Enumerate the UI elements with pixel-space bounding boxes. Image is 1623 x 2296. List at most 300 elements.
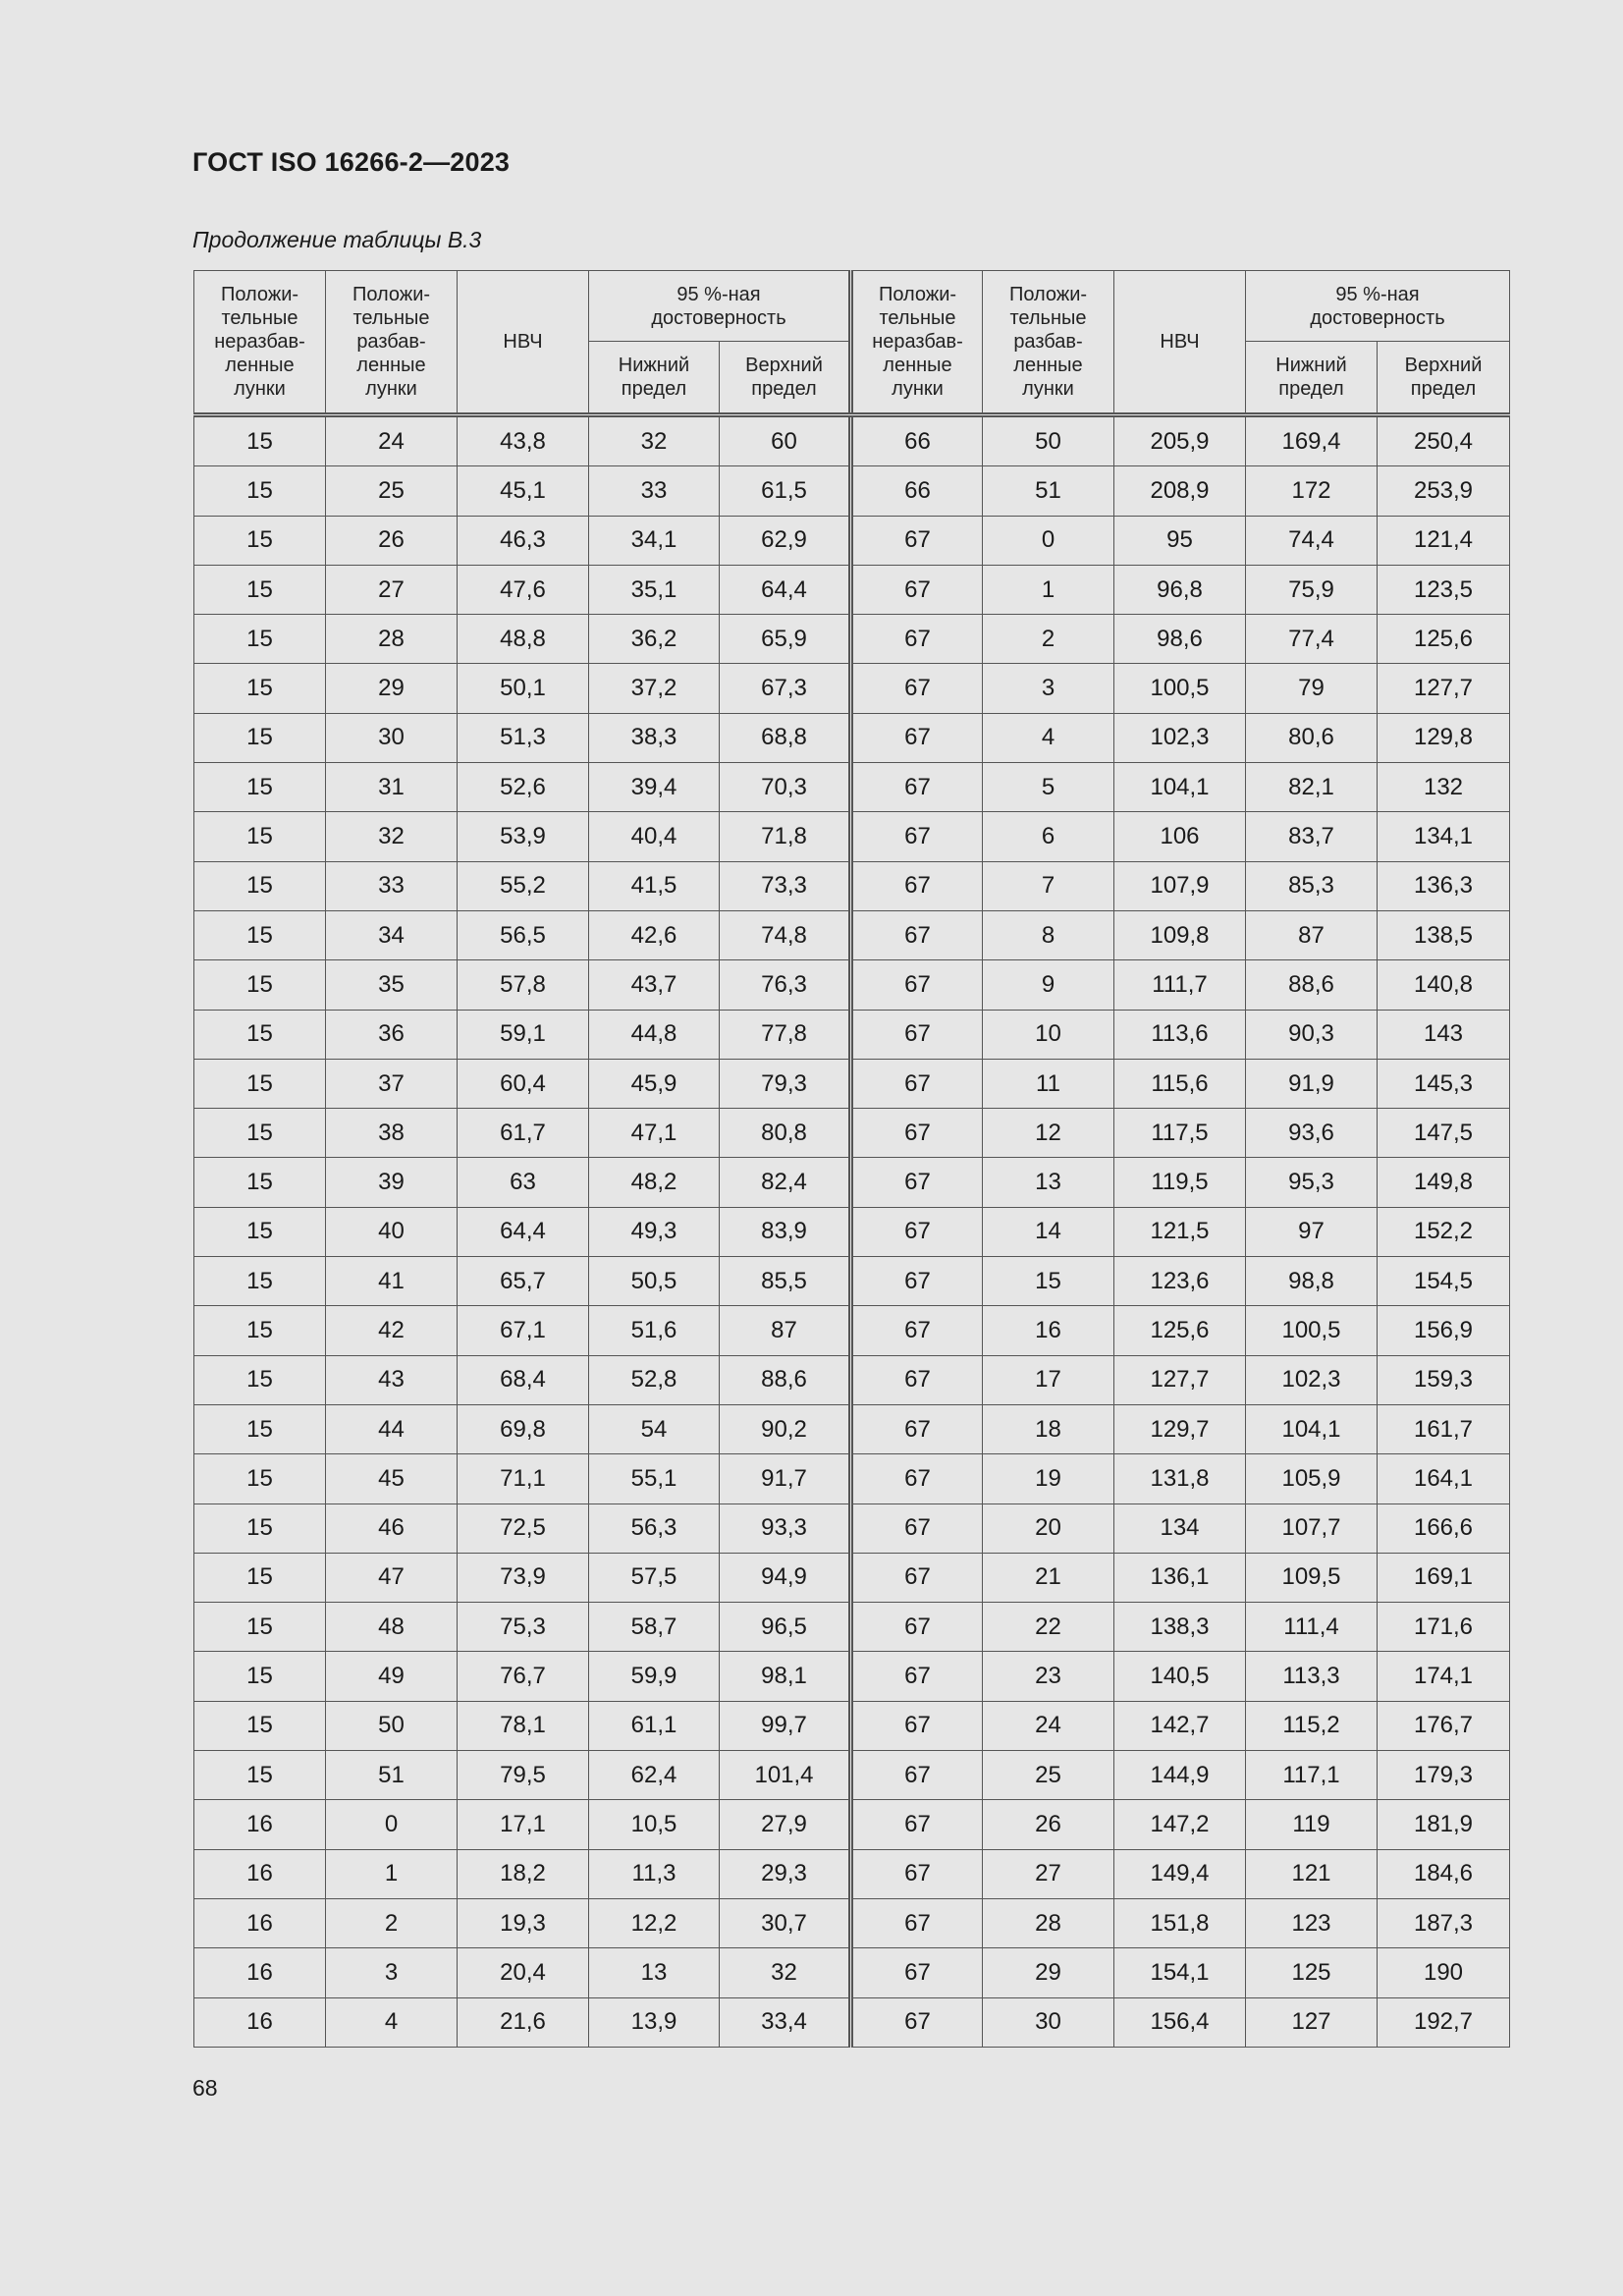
table-cell: 121,5 [1114, 1207, 1246, 1256]
table-cell: 169,4 [1246, 415, 1378, 466]
table-cell: 20,4 [458, 1948, 589, 1997]
table-cell: 29 [983, 1948, 1114, 1997]
table-cell: 38,3 [589, 713, 720, 762]
table-cell: 192,7 [1378, 1997, 1510, 2047]
table-cell: 36 [326, 1010, 458, 1059]
table-cell: 253,9 [1378, 466, 1510, 516]
table-cell: 25 [326, 466, 458, 516]
table-cell: 67 [851, 1306, 983, 1355]
table-row [194, 1454, 1510, 1503]
table-cell: 67 [851, 1849, 983, 1898]
table-cell: 55,1 [589, 1454, 720, 1503]
table-row [194, 1404, 1510, 1453]
table-cell: 74,4 [1246, 516, 1378, 565]
table-cell: 96,5 [720, 1603, 851, 1652]
table-cell: 67 [851, 1059, 983, 1108]
table-cell: 15 [194, 516, 326, 565]
table-cell: 109,8 [1114, 910, 1246, 959]
table-row [194, 861, 1510, 910]
table-cell: 16 [194, 1898, 326, 1947]
table-cell: 67 [851, 1751, 983, 1800]
table-cell: 67 [851, 1553, 983, 1602]
table-row [194, 1948, 1510, 1997]
table-cell: 50 [326, 1701, 458, 1750]
table-row [194, 1158, 1510, 1207]
table-cell: 2 [326, 1898, 458, 1947]
table-cell: 15 [194, 1306, 326, 1355]
table-cell: 51 [983, 466, 1114, 516]
table-row [194, 1701, 1510, 1750]
table-cell: 127,7 [1114, 1355, 1246, 1404]
table-cell: 154,5 [1378, 1257, 1510, 1306]
table-cell: 166,6 [1378, 1503, 1510, 1553]
table-cell: 47,1 [589, 1109, 720, 1158]
table-cell: 14 [983, 1207, 1114, 1256]
table-cell: 129,7 [1114, 1404, 1246, 1453]
table-cell: 43,7 [589, 960, 720, 1010]
table-cell: 138,5 [1378, 910, 1510, 959]
header-positive-diluted: Положи- тельные разбав- ленные лунки [326, 271, 458, 415]
table-cell: 132 [1378, 763, 1510, 812]
table-cell: 85,5 [720, 1257, 851, 1306]
table-cell: 87 [1246, 910, 1378, 959]
table-cell: 67 [851, 1257, 983, 1306]
table-cell: 51,6 [589, 1306, 720, 1355]
table-cell: 28 [326, 615, 458, 664]
table-cell: 23 [983, 1652, 1114, 1701]
table-row [194, 1059, 1510, 1108]
table-cell: 15 [194, 1603, 326, 1652]
table-cell: 117,1 [1246, 1751, 1378, 1800]
table-cell: 83,9 [720, 1207, 851, 1256]
table-cell: 66 [851, 415, 983, 466]
table-cell: 46 [326, 1503, 458, 1553]
table-cell: 99,7 [720, 1701, 851, 1750]
table-cell: 73,9 [458, 1553, 589, 1602]
table-cell: 55,2 [458, 861, 589, 910]
header-mpn: НВЧ [458, 271, 589, 415]
table-cell: 71,1 [458, 1454, 589, 1503]
table-row [194, 713, 1510, 762]
table-cell: 208,9 [1114, 466, 1246, 516]
table-cell: 94,9 [720, 1553, 851, 1602]
table-row [194, 960, 1510, 1010]
table-cell: 53,9 [458, 812, 589, 861]
table-cell: 47 [326, 1553, 458, 1602]
table-cell: 36,2 [589, 615, 720, 664]
table-cell: 119,5 [1114, 1158, 1246, 1207]
table-cell: 42,6 [589, 910, 720, 959]
header-confidence-2: 95 %-ная достоверность [1246, 271, 1510, 342]
table-cell: 250,4 [1378, 415, 1510, 466]
table-row [194, 1800, 1510, 1849]
table-cell: 18 [983, 1404, 1114, 1453]
table-cell: 16 [194, 1997, 326, 2047]
mpn-table [193, 270, 1510, 2048]
table-cell: 169,1 [1378, 1553, 1510, 1602]
table-cell: 17 [983, 1355, 1114, 1404]
table-cell: 3 [983, 664, 1114, 713]
table-cell: 140,8 [1378, 960, 1510, 1010]
table-cell: 15 [194, 910, 326, 959]
table-cell: 44 [326, 1404, 458, 1453]
table-cell: 56,5 [458, 910, 589, 959]
table-cell: 121,4 [1378, 516, 1510, 565]
table-cell: 71,8 [720, 812, 851, 861]
table-cell: 15 [194, 812, 326, 861]
table-cell: 136,3 [1378, 861, 1510, 910]
table-cell: 67 [851, 910, 983, 959]
table-cell: 159,3 [1378, 1355, 1510, 1404]
table-cell: 140,5 [1114, 1652, 1246, 1701]
table-cell: 41 [326, 1257, 458, 1306]
table-cell: 93,3 [720, 1503, 851, 1553]
header-lower-limit: Нижний предел [589, 342, 720, 415]
table-cell: 4 [326, 1997, 458, 2047]
table-cell: 15 [194, 1553, 326, 1602]
table-cell: 30,7 [720, 1898, 851, 1947]
table-cell: 75,3 [458, 1603, 589, 1652]
table-cell: 15 [194, 565, 326, 614]
header-mpn-2: НВЧ [1114, 271, 1246, 415]
table-cell: 79,3 [720, 1059, 851, 1108]
header-lower-limit-2: Нижний предел [1246, 342, 1378, 415]
table-cell: 15 [983, 1257, 1114, 1306]
table-cell: 67 [851, 812, 983, 861]
table-cell: 156,4 [1114, 1997, 1246, 2047]
table-cell: 48,8 [458, 615, 589, 664]
table-cell: 7 [983, 861, 1114, 910]
table-cell: 21,6 [458, 1997, 589, 2047]
table-cell: 70,3 [720, 763, 851, 812]
table-cell: 98,6 [1114, 615, 1246, 664]
table-cell: 32 [326, 812, 458, 861]
table-cell: 65,7 [458, 1257, 589, 1306]
table-row [194, 1603, 1510, 1652]
table-body [194, 415, 1510, 2048]
table-cell: 15 [194, 713, 326, 762]
table-cell: 67 [851, 1997, 983, 2047]
table-cell: 107,9 [1114, 861, 1246, 910]
table-cell: 79,5 [458, 1751, 589, 1800]
table-cell: 121 [1246, 1849, 1378, 1898]
table-cell: 67 [851, 1652, 983, 1701]
table-cell: 15 [194, 664, 326, 713]
table-cell: 50 [983, 415, 1114, 466]
table-cell: 98,8 [1246, 1257, 1378, 1306]
table-cell: 24 [983, 1701, 1114, 1750]
header-positive-undiluted: Положи- тельные неразбав- ленные лунки [194, 271, 326, 415]
table-cell: 104,1 [1114, 763, 1246, 812]
table-cell: 8 [983, 910, 1114, 959]
table-cell: 26 [983, 1800, 1114, 1849]
table-row [194, 615, 1510, 664]
table-cell: 151,8 [1114, 1898, 1246, 1947]
table-cell: 16 [194, 1849, 326, 1898]
table-cell: 138,3 [1114, 1603, 1246, 1652]
table-cell: 77,8 [720, 1010, 851, 1059]
table-cell: 37,2 [589, 664, 720, 713]
header-upper-limit-2: Верхний предел [1378, 342, 1510, 415]
table-cell: 22 [983, 1603, 1114, 1652]
table-cell: 57,8 [458, 960, 589, 1010]
table-cell: 64,4 [458, 1207, 589, 1256]
table-row [194, 466, 1510, 516]
header-positive-diluted-2: Положи- тельные разбав- ленные лунки [983, 271, 1114, 415]
table-cell: 15 [194, 1355, 326, 1404]
table-cell: 15 [194, 1503, 326, 1553]
table-cell: 61,5 [720, 466, 851, 516]
table-row [194, 1898, 1510, 1947]
table-cell: 19 [983, 1454, 1114, 1503]
table-cell: 176,7 [1378, 1701, 1510, 1750]
table-cell: 39,4 [589, 763, 720, 812]
table-cell: 174,1 [1378, 1652, 1510, 1701]
table-row [194, 415, 1510, 466]
table-cell: 34 [326, 910, 458, 959]
table-cell: 15 [194, 763, 326, 812]
table-cell: 67 [851, 1701, 983, 1750]
table-cell: 52,8 [589, 1355, 720, 1404]
table-cell: 48,2 [589, 1158, 720, 1207]
table-row [194, 1306, 1510, 1355]
header-confidence: 95 %-ная достоверность [589, 271, 851, 342]
table-cell: 100,5 [1246, 1306, 1378, 1355]
table-cell: 127 [1246, 1997, 1378, 2047]
table-cell: 15 [194, 960, 326, 1010]
table-cell: 82,1 [1246, 763, 1378, 812]
table-cell: 26 [326, 516, 458, 565]
table-row [194, 910, 1510, 959]
table-row [194, 1257, 1510, 1306]
table-cell: 67 [851, 960, 983, 1010]
table-cell: 67 [851, 1010, 983, 1059]
table-cell: 90,3 [1246, 1010, 1378, 1059]
table-cell: 161,7 [1378, 1404, 1510, 1453]
table-cell: 67 [851, 516, 983, 565]
table-row [194, 812, 1510, 861]
table-cell: 67,3 [720, 664, 851, 713]
table-cell: 41,5 [589, 861, 720, 910]
table-cell: 38 [326, 1109, 458, 1158]
table-cell: 49 [326, 1652, 458, 1701]
table-cell: 44,8 [589, 1010, 720, 1059]
table-row [194, 565, 1510, 614]
table-cell: 102,3 [1114, 713, 1246, 762]
table-cell: 123,5 [1378, 565, 1510, 614]
table-cell: 15 [194, 1109, 326, 1158]
table-cell: 152,2 [1378, 1207, 1510, 1256]
table-cell: 144,9 [1114, 1751, 1246, 1800]
table-cell: 25 [983, 1751, 1114, 1800]
table-cell: 67 [851, 1355, 983, 1404]
table-cell: 106 [1114, 812, 1246, 861]
table-cell: 13 [589, 1948, 720, 1997]
table-cell: 147,2 [1114, 1800, 1246, 1849]
table-cell: 54 [589, 1404, 720, 1453]
table-row [194, 516, 1510, 565]
table-cell: 45,9 [589, 1059, 720, 1108]
table-cell: 12 [983, 1109, 1114, 1158]
table-cell: 154,1 [1114, 1948, 1246, 1997]
table-cell: 113,3 [1246, 1652, 1378, 1701]
table-cell: 65,9 [720, 615, 851, 664]
table-cell: 61,1 [589, 1701, 720, 1750]
table-cell: 15 [194, 466, 326, 516]
table-cell: 69,8 [458, 1404, 589, 1453]
table-cell: 12,2 [589, 1898, 720, 1947]
table-row [194, 1355, 1510, 1404]
table-cell: 49,3 [589, 1207, 720, 1256]
table-cell: 32 [720, 1948, 851, 1997]
table-cell: 29 [326, 664, 458, 713]
table-cell: 134,1 [1378, 812, 1510, 861]
table-cell: 48 [326, 1603, 458, 1652]
table-cell: 76,7 [458, 1652, 589, 1701]
table-cell: 79 [1246, 664, 1378, 713]
table-cell: 181,9 [1378, 1800, 1510, 1849]
table-cell: 142,7 [1114, 1701, 1246, 1750]
table-cell: 184,6 [1378, 1849, 1510, 1898]
table-cell: 15 [194, 1010, 326, 1059]
table-cell: 68,4 [458, 1355, 589, 1404]
table-cell: 58,7 [589, 1603, 720, 1652]
table-cell: 24 [326, 415, 458, 466]
table-cell: 119 [1246, 1800, 1378, 1849]
table-cell: 74,8 [720, 910, 851, 959]
table-cell: 107,7 [1246, 1503, 1378, 1553]
table-cell: 59,9 [589, 1652, 720, 1701]
table-cell: 13 [983, 1158, 1114, 1207]
table-row [194, 1997, 1510, 2047]
table-cell: 91,9 [1246, 1059, 1378, 1108]
table-cell: 15 [194, 1207, 326, 1256]
table-cell: 83,7 [1246, 812, 1378, 861]
table-cell: 62,9 [720, 516, 851, 565]
table-cell: 33 [326, 861, 458, 910]
table-cell: 27 [326, 565, 458, 614]
table-cell: 105,9 [1246, 1454, 1378, 1503]
table-cell: 51,3 [458, 713, 589, 762]
table-cell: 10 [983, 1010, 1114, 1059]
table-cell: 125,6 [1378, 615, 1510, 664]
table-cell: 67 [851, 1158, 983, 1207]
table-cell: 2 [983, 615, 1114, 664]
table-cell: 111,4 [1246, 1603, 1378, 1652]
table-cell: 46,3 [458, 516, 589, 565]
table-cell: 171,6 [1378, 1603, 1510, 1652]
table-cell: 56,3 [589, 1503, 720, 1553]
table-cell: 30 [983, 1997, 1114, 2047]
table-cell: 17,1 [458, 1800, 589, 1849]
table-cell: 0 [983, 516, 1114, 565]
table-row [194, 664, 1510, 713]
table-cell: 68,8 [720, 713, 851, 762]
table-cell: 47,6 [458, 565, 589, 614]
table-cell: 51 [326, 1751, 458, 1800]
table-cell: 63 [458, 1158, 589, 1207]
table-cell: 125 [1246, 1948, 1378, 1997]
table-cell: 67,1 [458, 1306, 589, 1355]
table-cell: 113,6 [1114, 1010, 1246, 1059]
table-row [194, 1503, 1510, 1553]
table-cell: 67 [851, 1603, 983, 1652]
table-cell: 1 [326, 1849, 458, 1898]
table-cell: 67 [851, 861, 983, 910]
table-cell: 205,9 [1114, 415, 1246, 466]
table-cell: 33,4 [720, 1997, 851, 2047]
table-cell: 123 [1246, 1898, 1378, 1947]
table-cell: 15 [194, 1751, 326, 1800]
table-cell: 15 [194, 1404, 326, 1453]
table-cell: 67 [851, 1948, 983, 1997]
table-cell: 15 [194, 1158, 326, 1207]
table-cell: 40,4 [589, 812, 720, 861]
table-cell: 50,5 [589, 1257, 720, 1306]
table-cell: 57,5 [589, 1553, 720, 1602]
table-cell: 29,3 [720, 1849, 851, 1898]
table-cell: 13,9 [589, 1997, 720, 2047]
table-cell: 67 [851, 1503, 983, 1553]
table-cell: 11 [983, 1059, 1114, 1108]
table-row [194, 1849, 1510, 1898]
table-cell: 96,8 [1114, 565, 1246, 614]
table-cell: 16 [194, 1948, 326, 1997]
table-cell: 3 [326, 1948, 458, 1997]
table-row [194, 763, 1510, 812]
table-cell: 67 [851, 615, 983, 664]
table-cell: 67 [851, 1109, 983, 1158]
table-cell: 32 [589, 415, 720, 466]
table-cell: 95,3 [1246, 1158, 1378, 1207]
table-cell: 61,7 [458, 1109, 589, 1158]
table-cell: 164,1 [1378, 1454, 1510, 1503]
table-cell: 131,8 [1114, 1454, 1246, 1503]
table-cell: 77,4 [1246, 615, 1378, 664]
table-cell: 136,1 [1114, 1553, 1246, 1602]
table-cell: 15 [194, 1701, 326, 1750]
table-cell: 90,2 [720, 1404, 851, 1453]
document-title: ГОСТ ISO 16266-2—2023 [192, 147, 511, 177]
table-cell: 111,7 [1114, 960, 1246, 1010]
table-cell: 67 [851, 763, 983, 812]
table-caption: Продолжение таблицы В.3 [192, 227, 482, 252]
table-cell: 147,5 [1378, 1109, 1510, 1158]
table-cell: 15 [194, 415, 326, 466]
table-row [194, 1010, 1510, 1059]
table-cell: 134 [1114, 1503, 1246, 1553]
table-cell: 21 [983, 1553, 1114, 1602]
table-cell: 20 [983, 1503, 1114, 1553]
table-cell: 115,2 [1246, 1701, 1378, 1750]
table-cell: 62,4 [589, 1751, 720, 1800]
table-cell: 40 [326, 1207, 458, 1256]
table-cell: 9 [983, 960, 1114, 1010]
table-cell: 27,9 [720, 1800, 851, 1849]
table-cell: 101,4 [720, 1751, 851, 1800]
table-cell: 45,1 [458, 466, 589, 516]
table-cell: 80,6 [1246, 713, 1378, 762]
table-cell: 72,5 [458, 1503, 589, 1553]
table-cell: 66 [851, 466, 983, 516]
table-cell: 149,4 [1114, 1849, 1246, 1898]
table-cell: 145,3 [1378, 1059, 1510, 1108]
table-cell: 10,5 [589, 1800, 720, 1849]
table-cell: 127,7 [1378, 664, 1510, 713]
table-cell: 67 [851, 713, 983, 762]
table-cell: 85,3 [1246, 861, 1378, 910]
table-cell: 1 [983, 565, 1114, 614]
